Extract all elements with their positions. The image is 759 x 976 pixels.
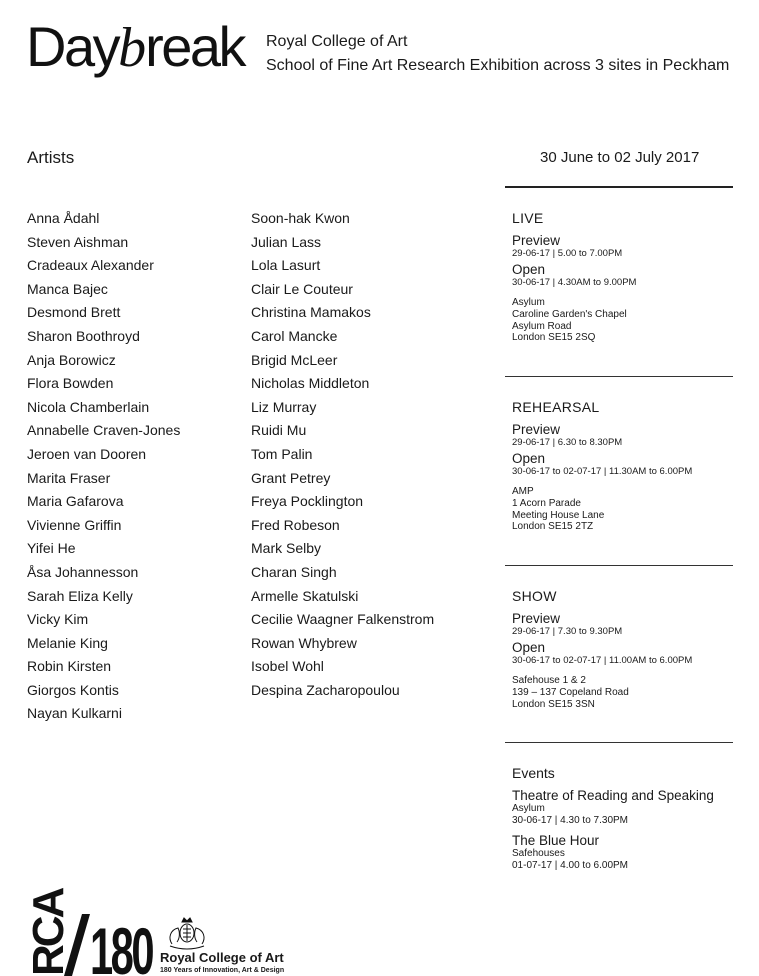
artist-name: Robin Kirsten bbox=[27, 658, 112, 675]
artist-name: Soon-hak Kwon bbox=[251, 210, 350, 226]
divider bbox=[505, 742, 733, 743]
artist-name: Annabelle Craven-Jones bbox=[27, 422, 181, 439]
artist-name: Nayan Kulkarni bbox=[27, 705, 122, 722]
artist-name: Flora Bowden bbox=[27, 375, 114, 392]
event-title: The Blue Hour bbox=[512, 833, 600, 848]
footer-tagline: 180 Years of Innovation, Art & Design bbox=[160, 967, 285, 974]
divider bbox=[505, 186, 733, 188]
footer-org-name: Royal College of Art bbox=[160, 950, 284, 965]
venue-title: SHOW bbox=[512, 588, 557, 604]
address-line: London SE15 3SN bbox=[512, 698, 595, 710]
events-heading: Events bbox=[512, 765, 555, 781]
address-line: London SE15 2TZ bbox=[512, 521, 594, 533]
venue-rehearsal bbox=[512, 398, 742, 533]
artist-name: Grant Petrey bbox=[251, 469, 331, 486]
artist-list-column-2 bbox=[251, 207, 434, 702]
artist-name: Melanie King bbox=[27, 634, 108, 651]
event-title: Theatre of Reading and Speaking bbox=[512, 788, 714, 803]
open-time: 30-06-17 | 4.30AM to 9.00PM bbox=[512, 277, 637, 288]
artist-name: Cradeaux Alexander bbox=[27, 257, 154, 274]
artist-name: Despina Zacharopoulou bbox=[251, 681, 400, 698]
artist-name: Sarah Eliza Kelly bbox=[27, 587, 133, 604]
artist-name: Christina Mamakos bbox=[251, 304, 371, 321]
artist-name: Liz Murray bbox=[251, 398, 317, 415]
event-location: Safehouses bbox=[512, 848, 565, 859]
address-line: Asylum Road bbox=[512, 320, 572, 332]
artist-name: Anja Borowicz bbox=[27, 351, 116, 368]
artist-name: Lola Lasurt bbox=[251, 257, 321, 274]
event-item bbox=[512, 833, 752, 871]
artist-name: Jeroen van Dooren bbox=[27, 445, 147, 462]
address-line: Meeting House Lane bbox=[512, 509, 605, 521]
artist-name: Yifei He bbox=[27, 540, 76, 557]
artist-name: Vicky Kim bbox=[27, 611, 89, 628]
svg-text:180: 180 bbox=[90, 914, 153, 976]
artist-name: Carol Mancke bbox=[251, 327, 338, 344]
svg-text:RCA: RCA bbox=[24, 889, 73, 976]
artist-name: Ruidi Mu bbox=[251, 422, 307, 439]
artist-name: Rowan Whybrew bbox=[251, 634, 357, 651]
venue-title: LIVE bbox=[512, 210, 544, 226]
venue-address bbox=[512, 486, 742, 533]
artist-name: Brigid McLeer bbox=[251, 351, 338, 368]
address-line: 139 – 137 Copeland Road bbox=[512, 686, 629, 698]
artist-name: Fred Robeson bbox=[251, 516, 340, 533]
artist-name: Anna Ådahl bbox=[27, 210, 100, 226]
artist-name: Isobel Wohl bbox=[251, 658, 324, 675]
divider bbox=[505, 565, 733, 566]
event-item bbox=[512, 788, 752, 826]
event-time: 01-07-17 | 4.00 to 6.00PM bbox=[512, 859, 629, 871]
venue-address bbox=[512, 675, 742, 710]
artist-name: Armelle Skatulski bbox=[251, 587, 359, 604]
artist-name: Giorgos Kontis bbox=[27, 681, 119, 698]
address-line: Safehouse 1 & 2 bbox=[512, 675, 586, 686]
venue-title: REHEARSAL bbox=[512, 399, 600, 415]
event-list bbox=[512, 788, 752, 871]
rca-180-logo bbox=[24, 889, 156, 976]
artist-name: Steven Aishman bbox=[27, 233, 129, 250]
open-time: 30-06-17 to 02-07-17 | 11.30AM to 6.00PM bbox=[512, 466, 693, 477]
artist-name: Vivienne Griffin bbox=[27, 516, 122, 533]
artist-name: Tom Palin bbox=[251, 445, 313, 462]
address-line: 1 Acorn Parade bbox=[512, 497, 581, 509]
artist-name: Nicola Chamberlain bbox=[27, 398, 150, 415]
artist-name: Charan Singh bbox=[251, 563, 337, 580]
exhibition-description: School of Fine Art Research Exhibition across 3 sites in Peckham bbox=[266, 57, 730, 74]
org-name: Royal College of Art bbox=[266, 33, 408, 50]
address-line: London SE15 2SQ bbox=[512, 332, 596, 344]
address-line: Asylum bbox=[512, 297, 545, 308]
artist-name: Cecilie Waagner Falkenstrom bbox=[251, 611, 435, 628]
artist-name: Åsa Johannesson bbox=[27, 563, 139, 580]
open-label: Open bbox=[512, 451, 546, 466]
artist-name: Desmond Brett bbox=[27, 304, 121, 321]
preview-time: 29-06-17 | 7.30 to 9.30PM bbox=[512, 626, 623, 637]
divider bbox=[505, 376, 733, 377]
royal-crest-icon bbox=[160, 916, 214, 950]
artist-name: Maria Gafarova bbox=[27, 493, 124, 510]
open-label: Open bbox=[512, 640, 546, 655]
events-section bbox=[512, 764, 752, 871]
event-time: 30-06-17 | 4.30 to 7.30PM bbox=[512, 814, 629, 826]
venue-live bbox=[512, 209, 742, 344]
address-line: AMP bbox=[512, 486, 534, 497]
preview-label: Preview bbox=[512, 422, 561, 437]
venue-address bbox=[512, 297, 742, 344]
artist-name: Nicholas Middleton bbox=[251, 375, 370, 392]
venue-show bbox=[512, 587, 742, 710]
preview-time: 29-06-17 | 5.00 to 7.00PM bbox=[512, 248, 623, 259]
artist-name: Julian Lass bbox=[251, 233, 322, 250]
address-line: Caroline Garden's Chapel bbox=[512, 308, 627, 320]
artist-name: Manca Bajec bbox=[27, 280, 108, 297]
preview-time: 29-06-17 | 6.30 to 8.30PM bbox=[512, 437, 623, 448]
artist-name: Mark Selby bbox=[251, 540, 322, 557]
artist-list-column-1 bbox=[27, 207, 180, 726]
preview-label: Preview bbox=[512, 233, 561, 248]
event-location: Asylum bbox=[512, 803, 545, 814]
artist-name: Clair Le Couteur bbox=[251, 280, 353, 297]
artist-name: Freya Pocklington bbox=[251, 493, 364, 510]
exhibition-dates: 30 June to 02 July 2017 bbox=[540, 149, 700, 166]
artist-name: Marita Fraser bbox=[27, 469, 111, 486]
exhibition-subtitle bbox=[266, 30, 729, 78]
open-time: 30-06-17 to 02-07-17 | 11.00AM to 6.00PM bbox=[512, 655, 693, 666]
daybreak-logo: Daybreak bbox=[26, 15, 245, 79]
open-label: Open bbox=[512, 262, 546, 277]
preview-label: Preview bbox=[512, 611, 561, 626]
artist-name: Sharon Boothroyd bbox=[27, 327, 140, 344]
artists-heading: Artists bbox=[27, 148, 75, 167]
